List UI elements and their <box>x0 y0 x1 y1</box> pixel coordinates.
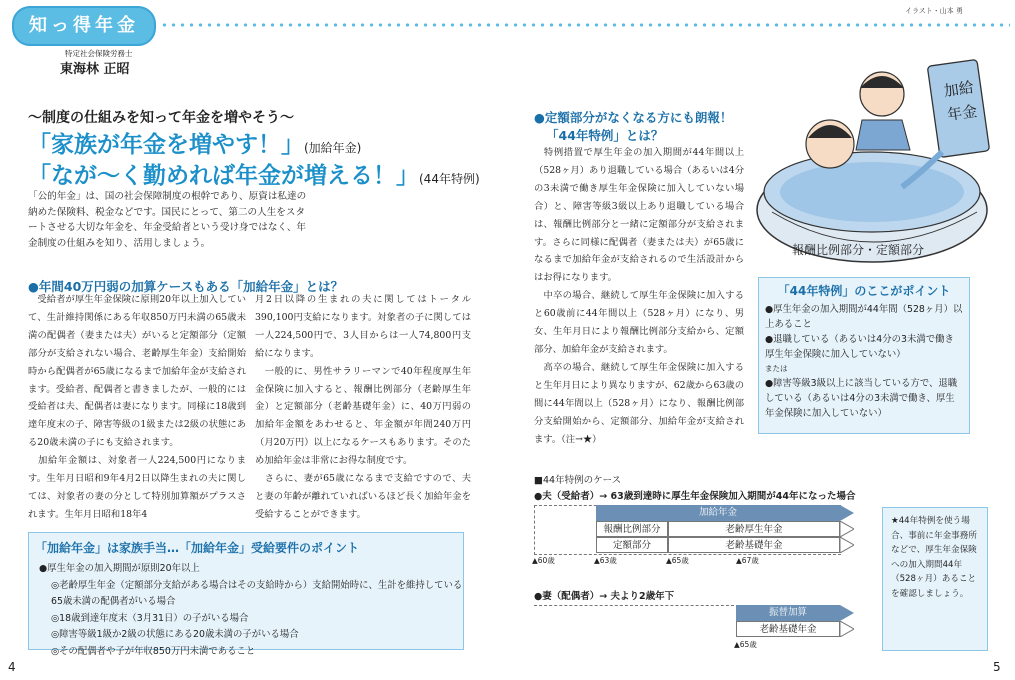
headline-1-text: 「家族が年金を増やす！」 <box>28 132 304 158</box>
list-item: ●厚生年金の加入期間が44年間（528ヶ月）以上あること <box>765 304 963 330</box>
page-number-right: 5 <box>993 660 1001 674</box>
headline-1-note: (加給年金) <box>304 141 362 155</box>
list-item: ◎その配偶者や子が年収850万円未満であること <box>51 645 256 657</box>
section-heading-44 <box>534 109 732 145</box>
tick-60: ▲60歳 <box>532 556 555 565</box>
tick-63: ▲63歳 <box>594 556 617 565</box>
list-item: ●障害等級3級以上に該当している方で、退職している（あるいは4分の3未満で働き、厚生年金保険に加入していない） <box>765 378 958 419</box>
side-note: ★44年特例を使う場合、事前に年金事務所などで、厚生年金保険への加入期間44年（528ヶ月）あることを確認しましょう。 <box>882 507 988 651</box>
tick-67: ▲67歳 <box>736 556 759 565</box>
list-item: ◎18歳到達年度末（3月31日）の子がいる場合 <box>51 612 249 624</box>
kakyu-point-box <box>28 532 464 657</box>
bar-rourei-kiso: 老齢基礎年金 <box>668 537 840 553</box>
body-column-b: 月2日以降の生まれの夫に関してはトータル390,100円支給になります。対象者の子に関しては一人224,500円で、3人目からは一人74,800円支給になります。 一般的に、男性サラリーマンで40年程度厚生年金保険に加入すると、報酬比例部分（老齢厚生年金）と定額部分（老齢基礎年金）に、40万円弱の加給年金額をあわせると、年金額が年間240万円（月20万円）以上になるケースもあります。そのため加給年金は非常にお得な制度です。 さらに、妻が65歳になるまで支給ですので、夫と妻の年齢が離れていればいるほど長く加給年金を受給することができます。 <box>255 294 471 520</box>
kakyu-point-title: 「加給年金」は家族手当…「加給年金」受給要件のポイント <box>35 541 360 555</box>
section-heading-44-line1: ●定額部分がなくなる方にも朗報！ <box>534 110 733 125</box>
tokurei-point-box <box>758 277 970 434</box>
list-item: ◎老齢厚生年金（定額部分支給がある場合はその支給時から）支給開始時に、生計を維持している65歳未満の配偶者がいる場合 <box>51 579 463 607</box>
bar-case2-rourei-kiso: 老齢基礎年金 <box>736 621 840 637</box>
tokurei-point-title: 「44年特例」のここがポイント <box>777 284 951 298</box>
dotted-rule <box>160 23 1010 27</box>
list-item: ◎障害等級1級か2級の状態にある20歳未満の子がいる場合 <box>51 629 299 640</box>
bar-kakyu: 加給年金 <box>596 505 840 521</box>
case2-frame <box>534 605 734 606</box>
illustration-label-tub: 報酬比例部分・定額部分 <box>792 243 925 257</box>
subheading: ～制度の仕組みを知って年金を増やそう～ <box>28 110 294 126</box>
tick-case2-65: ▲65歳 <box>734 640 757 649</box>
list-item: ●退職している（あるいは4分の3未満で働き厚生年金保険に加入していない） <box>765 334 954 360</box>
case1-label: ●夫（受給者）→ 63歳到達時に厚生年金保険加入期間が44年になった場合 <box>534 491 856 502</box>
bar-teigaku: 定額部分 <box>596 537 668 553</box>
intro-paragraph: 「公的年金」は、国の社会保障制度の根幹であり、原資は私達の納めた保険料、税金などです。国民にとって、第二の人生をスタートさせる大切な年金を、年金受給者という受け身ではなく、年金制度の仕組みを知り、活用しましょう。 <box>28 191 307 249</box>
author-title: 特定社会保険労務士 <box>65 49 133 58</box>
section-heading-kakyu: ●年間40万円弱の加算ケースもある「加給年金」とは？ <box>28 279 344 294</box>
bar-furikae-arrow <box>840 605 854 621</box>
headline-2-text: 「なが～く勤めれば年金が増える！」 <box>28 163 419 189</box>
list-item: または <box>765 364 788 373</box>
body-column-c: 特例措置で厚生年金の加入期間が44年間以上（528ヶ月）あり退職している場合（あるいは4分の3未満で働き厚生年金保険に加入していない場合）と、障害等級3級以上あり退職している場合は、報酬比例部分と一緒に定額部分が支給されます。さらに同様に配偶者（妻または夫）が65歳になるまで加給年金が支給されるので生活設計からはお得になります。 中卒の場合、継続して厚生年金保険に加入すると60歳前に44年間以上（528ヶ月）になり、男女、生年月日により報酬比例部分支給から、定額部分、加給年金が支給されます。 高卒の場合、継続して厚生年金保険に加入すると生年月日により異なりますが、62歳から63歳の間に44年間以上（528ヶ月）になり、報酬比例部分支給開始から、定額部分、加給年金が支給されます。（注→★） <box>534 147 744 445</box>
author-name: 東海林 正昭 <box>60 62 130 77</box>
headline-2 <box>28 157 480 190</box>
headline-1 <box>28 126 361 159</box>
bar-kakyu-arrow <box>840 505 854 521</box>
bath-illustration <box>752 42 1010 274</box>
case-heading: ■44年特例のケース <box>534 475 622 486</box>
bar-rourei-kousei-arrow <box>840 521 854 537</box>
bar-hoshu: 報酬比例部分 <box>596 521 668 537</box>
case2-label: ●妻（配偶者）→ 夫より2歳年下 <box>534 591 675 602</box>
svg-text:年金: 年金 <box>946 101 979 124</box>
bar-rourei-kousei: 老齢厚生年金 <box>668 521 840 537</box>
page-number-left: 4 <box>8 660 16 674</box>
list-item: ●厚生年金の加入期間が原則20年以上 <box>39 563 200 574</box>
tokurei-point-list <box>765 302 963 421</box>
illustration-credit: イラスト・山本 勇 <box>905 7 964 15</box>
section-badge: 知っ得年金 <box>12 6 156 46</box>
section-heading-44-line2: 「44年特例」とは？ <box>546 128 664 143</box>
illustration-label-kakyu: 加給 <box>942 78 975 101</box>
bar-rourei-kiso-arrow <box>840 537 854 553</box>
headline-2-note: (44年特例) <box>419 172 480 186</box>
tick-65: ▲65歳 <box>666 556 689 565</box>
bar-case2-rourei-kiso-arrow <box>840 621 854 637</box>
kakyu-point-list <box>39 561 463 660</box>
body-column-a: 受給者が厚生年金保険に原則20年以上加入していて、生計維持関係にある年収850万円未満の65歳未満の配偶者（妻または夫）がいると定額部分（定額部分が支給されない場合、老齢厚生年金）支給開始時から配偶者が65歳になるまで加給年金が支給されます。受給者、配偶者と書きましたが、一般的には受給者は夫、配偶者は妻になります。同様に18歳到達年度末の子、障害等級の1級または2級の状態にある20歳未満の子にも支給されます。 加給年金額は、対象者一人224,500円になります。生年月日昭和9年4月2日以降生まれの夫に関しては、対象者の妻の分として特別加算額がプラスされます。生年月日昭和18年4 <box>28 294 246 520</box>
bar-furikae: 振替加算 <box>736 605 840 621</box>
